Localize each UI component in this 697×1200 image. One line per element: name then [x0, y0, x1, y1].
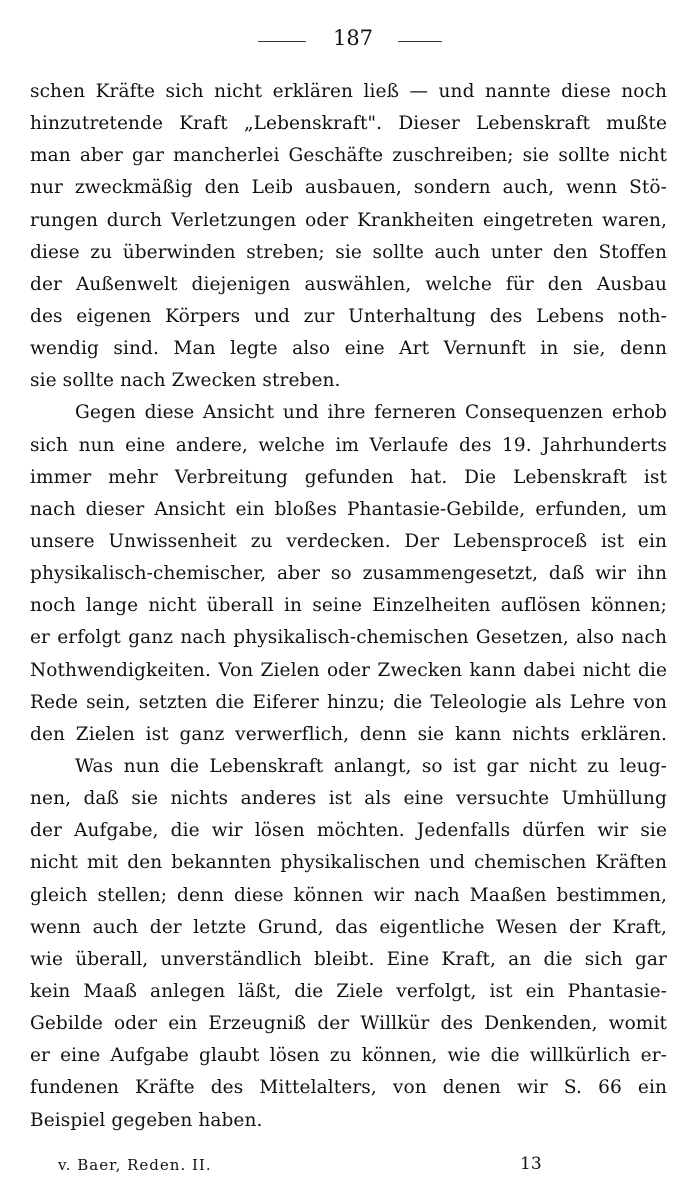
text-line: wendig sind. Man legte also eine Art Vernunft in sie, denn	[30, 338, 667, 360]
text-line: schen Kräfte sich nicht erklären ließ — und nannte diese noch	[30, 81, 667, 102]
text-line: rungen durch Verletzungen oder Krankheiten eingetreten waren,	[30, 209, 667, 231]
text-line: man aber gar mancherlei Geschäfte zuschreiben; sie sollte nicht	[30, 145, 667, 167]
text-line: nicht mit den bekannten physikalischen und chemischen Kräften	[30, 852, 667, 874]
text-line: er erfolgt ganz nach physikalisch-chemischen Gesetzen, also nach	[30, 627, 667, 649]
text-line: nach dieser Ansicht ein bloßes Phantasie-Gebilde, erfunden, um	[30, 498, 667, 520]
text-line: diese zu überwinden streben; sie sollte auch unter den Stoffen	[30, 241, 667, 263]
body-text	[30, 76, 667, 1137]
text-line: des eigenen Körpers und zur Unterhaltung des Lebens noth-	[30, 305, 667, 327]
text-line: der Außenwelt diejenigen auswählen, welche für den Ausbau	[30, 273, 667, 295]
text-line: den Zielen ist ganz verwerflich, denn sie kann nichts erklären.	[30, 723, 667, 745]
text-line: nen, daß sie nichts anderes ist als eine versuchte Umhüllung	[30, 788, 667, 810]
text-line: fundenen Kräfte des Mittelalters, von denen wir S. 66 ein	[30, 1077, 667, 1099]
text-line: sie sollte nach Zwecken streben.	[30, 370, 341, 392]
text-line: Gebilde oder ein Erzeugniß der Willkür des Denkenden, womit	[30, 1013, 667, 1035]
text-line: Was nun die Lebenskraft anlangt, so ist gar nicht zu leug-	[75, 755, 667, 777]
header-rule-right	[398, 41, 442, 42]
text-line: Nothwendigkeiten. Von Zielen oder Zwecken kann dabei nicht die	[30, 659, 667, 681]
text-line: unsere Unwissenheit zu verdecken. Der Lebensproceß ist ein	[30, 530, 667, 552]
text-line: Beispiel gegeben haben.	[30, 1109, 263, 1131]
text-line: er eine Aufgabe glaubt lösen zu können, wie die willkürlich er-	[30, 1045, 667, 1067]
text-line: der Aufgabe, die wir lösen möchten. Jedenfalls dürfen wir sie	[30, 820, 667, 842]
printer-signature: v. Baer, Reden. II.	[58, 1156, 212, 1174]
text-line: nur zweckmäßig den Leib ausbauen, sondern auch, wenn Stö-	[30, 177, 667, 199]
sheet-number: 13	[520, 1154, 542, 1174]
page-number: 187	[332, 26, 374, 50]
text-line: wenn auch der letzte Grund, das eigentliche Wesen der Kraft,	[30, 916, 667, 938]
text-line: sich nun eine andere, welche im Verlaufe des 19. Jahrhunderts	[30, 434, 667, 456]
text-line: kein Maaß anlegen läßt, die Ziele verfolgt, ist ein Phantasie-	[30, 980, 667, 1002]
text-line: physikalisch-chemischer, aber so zusammengesetzt, daß wir ihn	[30, 563, 667, 585]
text-line: Gegen diese Ansicht und ihre ferneren Consequenzen erhob	[75, 402, 667, 424]
text-line: hinzutretende Kraft „Lebenskraft". Dieser Lebenskraft mußte	[30, 113, 667, 135]
text-line: immer mehr Verbreitung gefunden hat. Die Lebenskraft ist	[30, 466, 667, 488]
page-footer	[0, 1150, 697, 1180]
text-line: gleich stellen; denn diese können wir nach Maaßen bestimmen,	[30, 884, 667, 906]
header-rule-left	[258, 41, 306, 42]
text-line: wie überall, unverständlich bleibt. Eine Kraft, an die sich gar	[30, 948, 667, 970]
page-header	[0, 24, 697, 54]
text-line: noch lange nicht überall in seine Einzelheiten auflösen können;	[30, 595, 667, 617]
text-line: Rede sein, setzten die Eiferer hinzu; die Teleologie als Lehre von	[30, 691, 667, 713]
